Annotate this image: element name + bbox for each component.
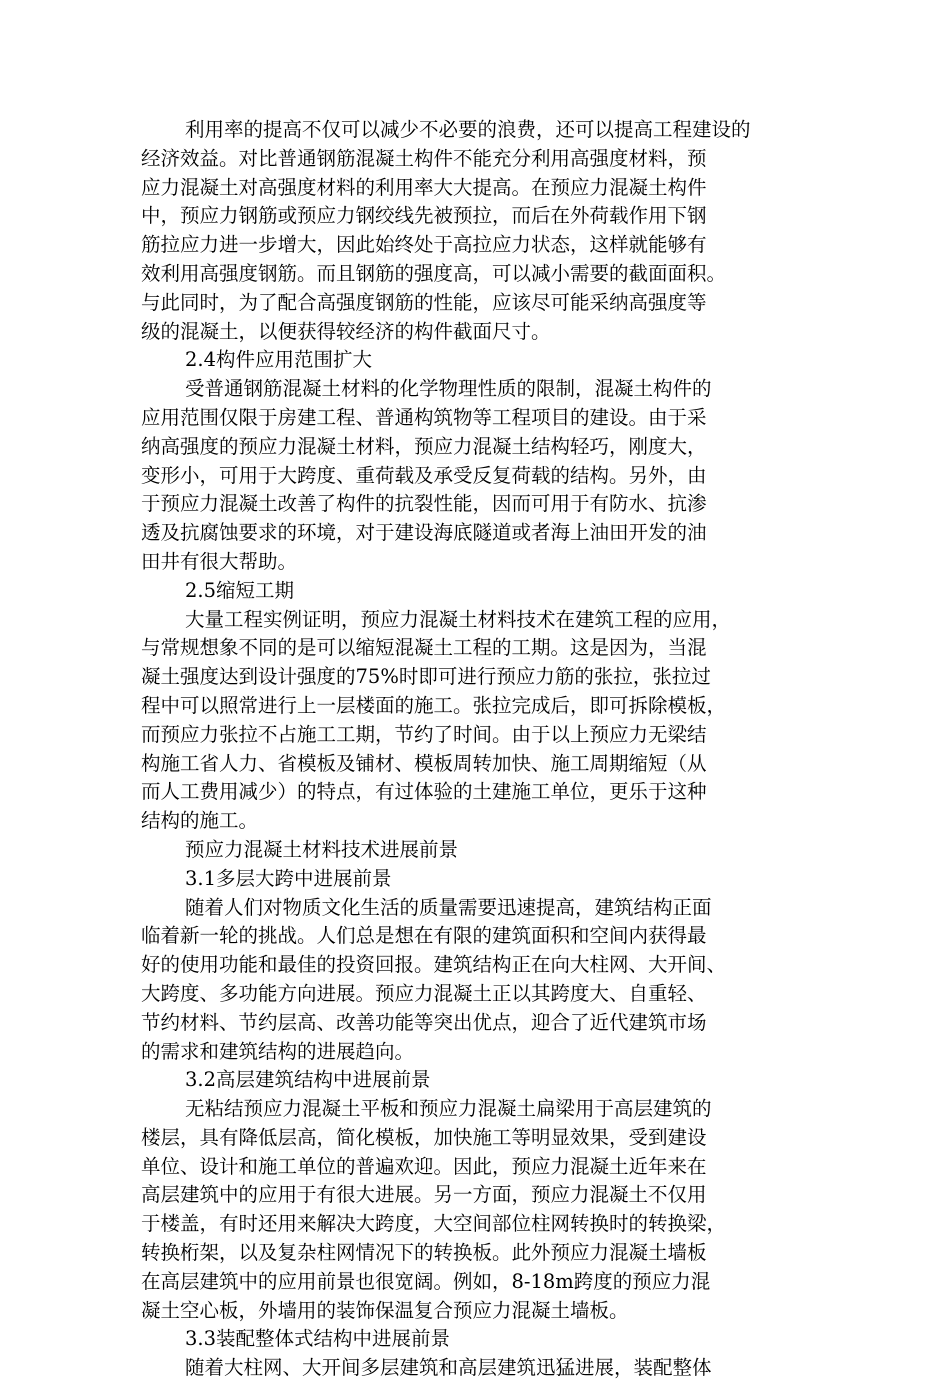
- text-line: 于楼盖，有时还用来解决大跨度，大空间部位柱网转换时的转换梁，: [141, 1212, 727, 1236]
- text-line: 利用率的提高不仅可以减少不必要的浪费，还可以提高工程建设的: [185, 118, 751, 141]
- text-line: 透及抗腐蚀要求的环境，对于建设海底隧道或者海上油田开发的油: [141, 521, 707, 545]
- text-line: 凝土强度达到设计强度的75%时即可进行预应力筋的张拉，张拉过: [141, 665, 711, 689]
- text-line: 在高层建筑中的应用前景也很宽阔。例如，8-18m跨度的预应力混: [141, 1269, 711, 1293]
- paragraph: [141, 894, 821, 1067]
- section-heading: [141, 1325, 821, 1354]
- paragraph: [141, 116, 821, 346]
- paragraph: [141, 1095, 821, 1325]
- section-heading: [141, 346, 821, 375]
- text-line: 而预应力张拉不占施工工期，节约了时间。由于以上预应力无梁结: [141, 722, 707, 746]
- text-line: 转换桁架，以及复杂柱网情况下的转换板。此外预应力混凝土墙板: [141, 1241, 707, 1265]
- section-heading: [141, 836, 821, 865]
- section-heading: [141, 1066, 821, 1095]
- text-line: 而人工费用减少）的特点，有过体验的土建施工单位，更乐于这种: [141, 780, 707, 804]
- text-line: 3.2高层建筑结构中进展前景: [185, 1068, 431, 1092]
- text-line: 节约材料、节约层高、改善功能等突出优点，迎合了近代建筑市场: [141, 1010, 707, 1034]
- text-line: 构施工省人力、省模板及铺材、模板周转加快、施工周期缩短（从: [141, 751, 707, 775]
- text-line: 与此同时，为了配合高强度钢筋的性能，应该尽可能采纳高强度等: [141, 290, 707, 314]
- text-line: 变形小，可用于大跨度、重荷载及承受反复荷载的结构。另外，由: [141, 463, 707, 487]
- paragraph: [141, 606, 821, 836]
- text-line: 2.5缩短工期: [185, 578, 295, 602]
- text-line: 单位、设计和施工单位的普遍欢迎。因此，预应力混凝土近年来在: [141, 1154, 707, 1178]
- text-line: 高层建筑中的应用于有很大进展。另一方面，预应力混凝土不仅用: [141, 1183, 707, 1207]
- text-line: 应用范围仅限于房建工程、普通构筑物等工程项目的建设。由于采: [141, 405, 707, 429]
- text-line: 受普通钢筋混凝土材料的化学物理性质的限制，混凝土构件的: [185, 377, 712, 401]
- text-line: 大跨度、多功能方向进展。预应力混凝土正以其跨度大、自重轻、: [141, 981, 707, 1005]
- text-line: 临着新一轮的挑战。人们总是想在有限的建筑面积和空间内获得最: [141, 924, 707, 948]
- text-line: 随着人们对物质文化生活的质量需要迅速提高，建筑结构正面: [185, 895, 712, 919]
- text-line: 3.1多层大跨中进展前景: [185, 866, 392, 890]
- text-line: 中，预应力钢筋或预应力钢绞线先被预拉，而后在外荷载作用下钢: [141, 204, 707, 228]
- text-line: 纳高强度的预应力混凝土材料，预应力混凝土结构轻巧，刚度大，: [141, 434, 707, 458]
- text-line: 大量工程实例证明，预应力混凝土材料技术在建筑工程的应用，: [185, 607, 732, 631]
- text-line: 程中可以照常进行上一层楼面的施工。张拉完成后，即可拆除模板，: [141, 693, 727, 717]
- text-line: 楼层，具有降低层高，简化模板，加快施工等明显效果，受到建设: [141, 1125, 707, 1149]
- section-heading: [141, 577, 821, 606]
- paragraph: [141, 375, 821, 577]
- section-heading: [141, 865, 821, 894]
- text-line: 田井有很大帮助。: [141, 549, 298, 573]
- text-line: 结构的施工。: [141, 809, 259, 833]
- text-line: 应力混凝土对高强度材料的利用率大大提高。在预应力混凝土构件: [141, 175, 707, 199]
- text-line: 筋拉应力进一步增大，因此始终处于高拉应力状态，这样就能够有: [141, 233, 707, 257]
- text-line: 3.3装配整体式结构中进展前景: [185, 1327, 451, 1351]
- text-line: 2.4构件应用范围扩大: [185, 348, 373, 372]
- paragraph: [141, 1354, 821, 1383]
- text-line: 的需求和建筑结构的进展趋向。: [141, 1039, 415, 1063]
- text-line: 于预应力混凝土改善了构件的抗裂性能，因而可用于有防水、抗渗: [141, 492, 707, 516]
- text-line: 效利用高强度钢筋。而且钢筋的强度高，可以减小需要的截面面积。: [141, 261, 727, 285]
- text-line: 好的使用功能和最佳的投资回报。建筑结构正在向大柱网、大开间、: [141, 953, 727, 977]
- text-line: 级的混凝土，以便获得较经济的构件截面尺寸。: [141, 319, 551, 343]
- document-page: [141, 116, 821, 1383]
- text-line: 与常规想象不同的是可以缩短混凝土工程的工期。这是因为，当混: [141, 636, 707, 660]
- text-line: 无粘结预应力混凝土平板和预应力混凝土扁梁用于高层建筑的: [185, 1097, 712, 1121]
- text-line: 预应力混凝土材料技术进展前景: [185, 837, 459, 861]
- text-line: 凝土空心板，外墙用的装饰保温复合预应力混凝土墙板。: [141, 1298, 629, 1322]
- text-line: 随着大柱网、大开间多层建筑和高层建筑迅猛进展，装配整体: [185, 1356, 712, 1380]
- text-line: 经济效益。对比普通钢筋混凝土构件不能充分利用高强度材料，预: [141, 146, 707, 170]
